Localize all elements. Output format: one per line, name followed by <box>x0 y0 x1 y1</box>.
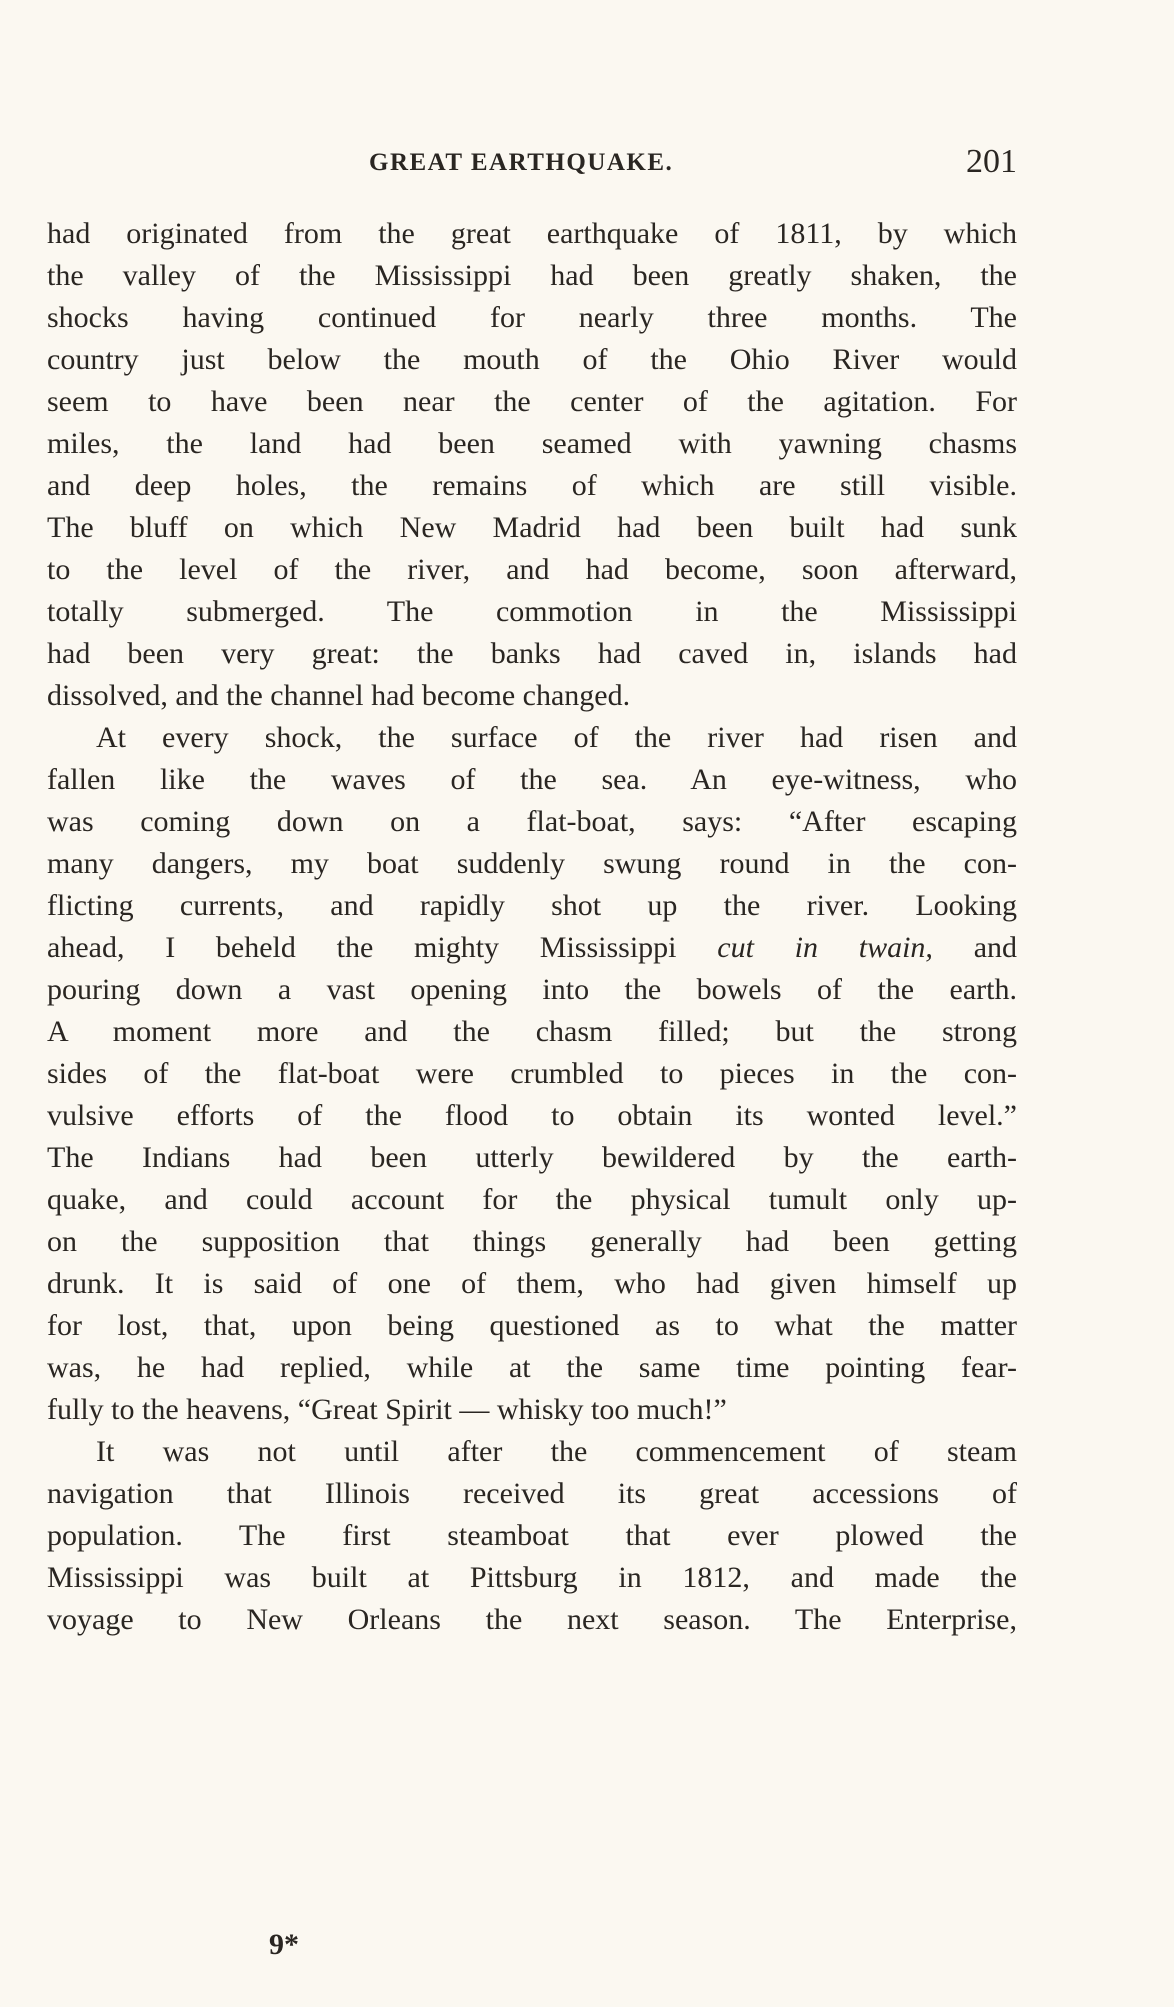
text-line: was coming down on a flat-boat, says: “After escaping <box>47 805 1017 838</box>
text-line: had originated from the great earthquake of 1811, by which <box>47 217 1017 250</box>
signature-mark <box>0 1928 1174 1962</box>
text-line: sides of the flat-boat were crumbled to pieces in the con- <box>47 1057 1017 1090</box>
text-line: totally submerged. The commotion in the Mississippi <box>47 595 1017 628</box>
text-line: country just below the mouth of the Ohio River would <box>47 343 1017 376</box>
italic-phrase: cut in twain, <box>717 931 933 964</box>
text-line: for lost, that, upon being questioned as to what the matter <box>47 1309 1017 1342</box>
page-number: 201 <box>966 143 1017 180</box>
text-line: had been very great: the banks had caved in, islands had <box>47 637 1017 670</box>
text-line: quake, and could account for the physical tumult only up- <box>47 1183 1017 1216</box>
text-line-mixed <box>47 927 1017 969</box>
text-line: vulsive efforts of the flood to obtain its wonted level.” <box>47 1099 1017 1132</box>
text-line: many dangers, my boat suddenly swung round in the con- <box>47 847 1017 880</box>
text-line: seem to have been near the center of the agitation. For <box>47 385 1017 418</box>
text-line: It was not until after the commencement of steam <box>96 1435 1017 1468</box>
running-head <box>47 143 1017 183</box>
text-line: fallen like the waves of the sea. An eye-witness, who <box>47 763 1017 796</box>
text-line: on the supposition that things generally had been getting <box>47 1225 1017 1258</box>
text-line: The bluff on which New Madrid had been built had sunk <box>47 511 1017 544</box>
text-line: The Indians had been utterly bewildered by the earth- <box>47 1141 1017 1174</box>
text-line: dissolved, and the channel had become changed. <box>47 679 631 712</box>
text-line: flicting currents, and rapidly shot up the river. Looking <box>47 889 1017 922</box>
text-line: fully to the heavens, “Great Spirit — whisky too much!” <box>47 1393 727 1426</box>
text-line: At every shock, the surface of the river had risen and <box>96 721 1017 754</box>
text-line: to the level of the river, and had become, soon afterward, <box>47 553 1017 586</box>
text-line: drunk. It is said of one of them, who had given himself up <box>47 1267 1017 1300</box>
text-line: A moment more and the chasm filled; but the strong <box>47 1015 1017 1048</box>
text-line: voyage to New Orleans the next season. The Enterprise, <box>47 1603 1017 1636</box>
running-head-title: GREAT EARTHQUAKE. <box>369 149 674 176</box>
text-line: and deep holes, the remains of which are still visible. <box>47 469 1017 502</box>
text-line: pouring down a vast opening into the bowels of the earth. <box>47 973 1017 1006</box>
text-line: the valley of the Mississippi had been greatly shaken, the <box>47 259 1017 292</box>
text-line: navigation that Illinois received its great accessions of <box>47 1477 1017 1510</box>
text-line: Mississippi was built at Pittsburg in 1812, and made the <box>47 1561 1017 1594</box>
body-text <box>47 213 1017 1641</box>
text-segment: ahead, I beheld the mighty Mississippi <box>47 931 677 964</box>
text-segment: and <box>973 931 1018 964</box>
text-line: shocks having continued for nearly three months. The <box>47 301 1017 334</box>
text-line: was, he had replied, while at the same time pointing fear- <box>47 1351 1017 1384</box>
signature-text: 9* <box>269 1928 299 1961</box>
text-line: population. The first steamboat that ever plowed the <box>47 1519 1017 1552</box>
text-line: miles, the land had been seamed with yawning chasms <box>47 427 1017 460</box>
